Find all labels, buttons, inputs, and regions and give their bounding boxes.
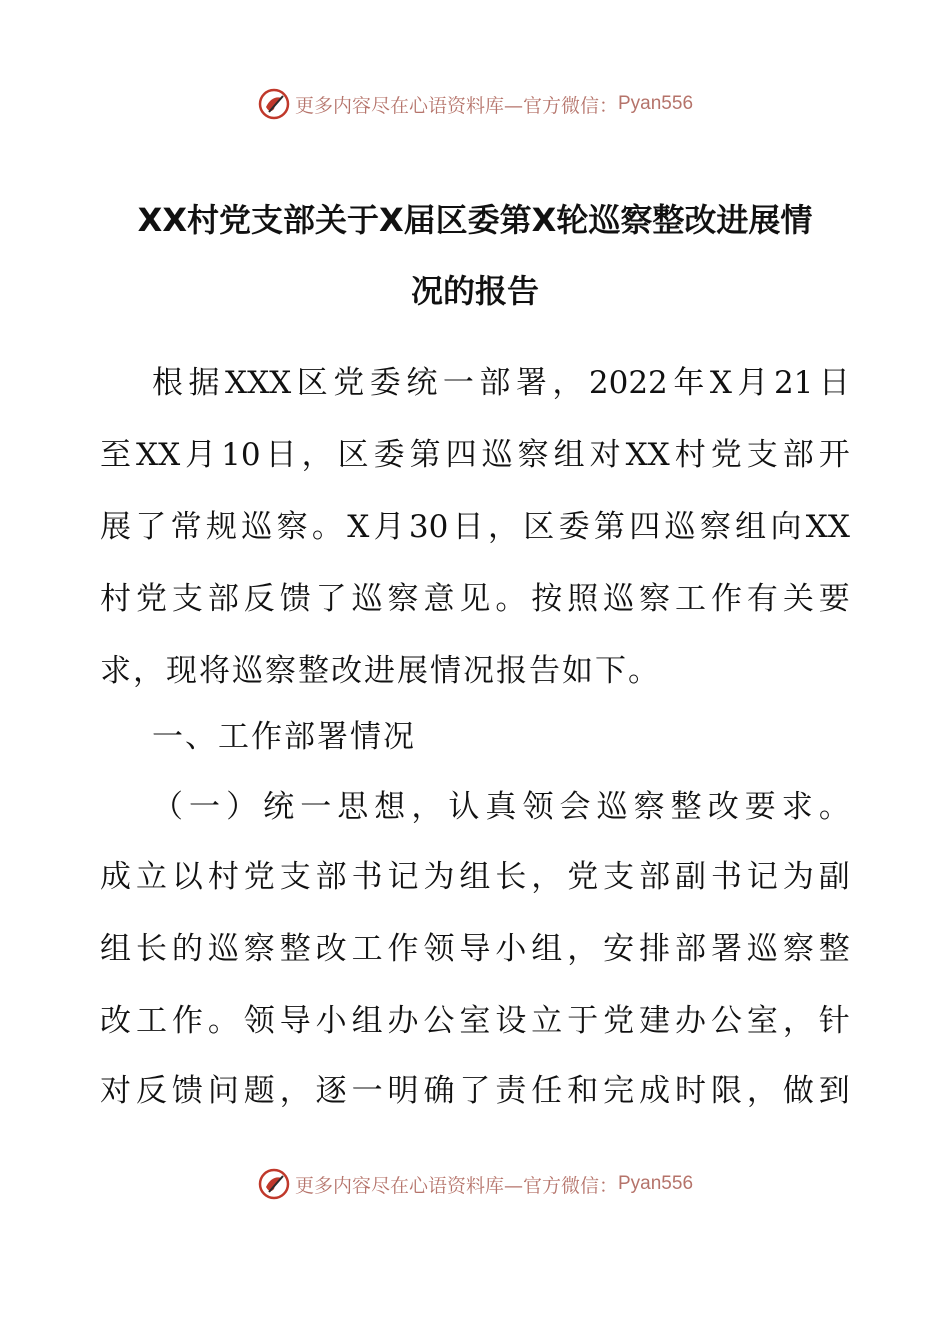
body-line-glyph: 部 xyxy=(207,581,239,617)
body-line-glyph: 巡 xyxy=(207,931,239,967)
body-line-glyph: 馈 xyxy=(279,581,311,617)
watermark-wechat-id: Pyan556 xyxy=(618,93,694,114)
body-line-glyph: 党 xyxy=(135,581,167,617)
body-line-glyph: 30 xyxy=(408,509,449,545)
body-line-glyph: 察 xyxy=(276,509,308,545)
body-line-glyph: 求 xyxy=(781,789,813,825)
watermark-logo-icon xyxy=(257,87,291,121)
body-line-glyph: 一 xyxy=(351,1073,383,1109)
body-line-glyph: 区 xyxy=(337,437,369,473)
body-line-glyph: 巡 xyxy=(746,931,778,967)
body-line-glyph: 作 xyxy=(171,1003,203,1039)
body-line-glyph: 了 xyxy=(135,509,167,545)
body-line-glyph: 完 xyxy=(603,1073,635,1109)
body-line-glyph: 做 xyxy=(782,1073,814,1109)
document-title-line-2: 况的报告 xyxy=(410,272,539,310)
body-line-glyph: 为 xyxy=(423,859,455,895)
body-line-glyph: 馈 xyxy=(171,1073,203,1109)
body-line-glyph: 区 xyxy=(296,365,328,401)
body-line-glyph: 建 xyxy=(639,1003,671,1039)
body-line-glyph: ， xyxy=(487,509,519,545)
body-line-glyph: 记 xyxy=(387,859,419,895)
body-line-glyph: 按 xyxy=(531,581,563,617)
body-line-glyph: 组 xyxy=(531,931,563,967)
body-line xyxy=(100,650,850,692)
body-line-glyph: 。 xyxy=(818,789,850,825)
body-line-glyph: 年 xyxy=(673,365,705,401)
body-line-glyph: 对 xyxy=(589,437,621,473)
body-line-glyph: 。 xyxy=(207,1003,239,1039)
body-line-glyph: 办 xyxy=(675,1003,706,1039)
body-line-glyph: 部 xyxy=(479,365,511,401)
body-line-glyph: 反 xyxy=(135,1073,167,1109)
body-line-glyph: 反 xyxy=(243,581,275,617)
body-line-glyph: 照 xyxy=(567,581,599,617)
body-line-glyph: ， xyxy=(301,437,333,473)
body-line-glyph: ） xyxy=(226,789,258,825)
watermark-text: 更多内容尽在心语资料库—官方微信： xyxy=(294,94,618,117)
body-line-glyph: 巡 xyxy=(481,437,513,473)
body-line-glyph: 导 xyxy=(459,931,491,967)
body-line-glyph: 署 xyxy=(710,931,742,967)
body-line-glyph: 四 xyxy=(629,509,661,545)
body-line-glyph: 察 xyxy=(782,931,814,967)
body-line-glyph: 展 xyxy=(100,509,131,545)
body-line-glyph: 安 xyxy=(603,931,635,967)
body-line-glyph: 整 xyxy=(279,931,311,967)
body-line-glyph: 书 xyxy=(710,859,742,895)
body-line-glyph: 工 xyxy=(675,581,706,617)
body-line-glyph: 办 xyxy=(387,1003,419,1039)
body-line-glyph: 工 xyxy=(351,931,383,967)
body-line-glyph: ， xyxy=(411,789,443,825)
body-line-glyph: 党 xyxy=(333,365,365,401)
body-line-glyph: 公 xyxy=(710,1003,742,1039)
body-line-glyph: 整 xyxy=(818,931,850,967)
body-line-glyph: 责 xyxy=(495,1073,527,1109)
body-line-glyph: 领 xyxy=(243,1003,275,1039)
body-line-glyph: 月 xyxy=(185,437,217,473)
body-line-glyph: 巡 xyxy=(603,581,635,617)
body-line-glyph: 察 xyxy=(243,931,275,967)
body-line-glyph: 室 xyxy=(746,1003,778,1039)
body-line-glyph: 组 xyxy=(100,931,131,967)
body-line-glyph: XX xyxy=(805,509,850,545)
body-line-glyph: 了 xyxy=(459,1073,491,1109)
body-line xyxy=(100,434,850,476)
body-line-glyph: 意 xyxy=(423,581,455,617)
body-line-glyph: 书 xyxy=(351,859,383,895)
body-line-glyph: 村 xyxy=(207,859,239,895)
body-line-glyph: 日 xyxy=(818,365,850,401)
document-title-line-1: XX村党支部关于X届区委第X轮巡察整改进展情 xyxy=(137,201,813,239)
body-line-glyph: 部 xyxy=(782,437,814,473)
body-line-glyph: 巡 xyxy=(664,509,696,545)
body-line-glyph: 作 xyxy=(710,581,742,617)
body-line-glyph: 时 xyxy=(675,1073,706,1109)
body-line-glyph: ， xyxy=(552,365,584,401)
body-line-glyph: 常 xyxy=(170,509,202,545)
body-line-glyph: 第 xyxy=(409,437,441,473)
watermark-logo-icon xyxy=(257,1167,291,1201)
body-line-glyph: 署 xyxy=(515,365,547,401)
body-line-glyph: 察 xyxy=(387,581,419,617)
body-line-glyph: ， xyxy=(567,931,599,967)
body-line-glyph: 四 xyxy=(445,437,477,473)
body-line-glyph: 部 xyxy=(639,859,671,895)
body-line-glyph: 对 xyxy=(100,1073,131,1109)
body-line-glyph: 区 xyxy=(523,509,555,545)
body-line-glyph: 日 xyxy=(452,509,484,545)
body-line-glyph: 关 xyxy=(782,581,814,617)
body-line-glyph: 领 xyxy=(423,931,455,967)
body-line-glyph: 月 xyxy=(737,365,769,401)
body-line-glyph: XX xyxy=(625,437,670,473)
watermark-banner-bottom xyxy=(0,1164,950,1204)
body-line-glyph: 月 xyxy=(373,509,405,545)
body-line-glyph: 支 xyxy=(746,437,778,473)
body-line-glyph: ， xyxy=(531,859,563,895)
body-line xyxy=(152,362,850,404)
body-line-glyph: 据 xyxy=(188,365,220,401)
body-line-glyph: 21 xyxy=(773,365,814,401)
body-line-glyph: 党 xyxy=(567,859,599,895)
body-line-glyph: 改 xyxy=(100,1003,131,1039)
body-line-glyph: 巡 xyxy=(241,509,273,545)
body-line-glyph: 工 xyxy=(135,1003,167,1039)
body-line-glyph: 排 xyxy=(639,931,671,967)
body-line-glyph: 问 xyxy=(207,1073,239,1109)
body-line-glyph: X xyxy=(347,509,370,545)
body-line-glyph: 到 xyxy=(818,1073,850,1109)
body-line-glyph: 一 xyxy=(300,789,332,825)
body-line-glyph: 组 xyxy=(351,1003,383,1039)
body-line-glyph: ， xyxy=(782,1003,814,1039)
body-line-glyph: 题 xyxy=(243,1073,275,1109)
body-line-glyph: 想 xyxy=(374,789,406,825)
body-line-glyph: 明 xyxy=(387,1073,419,1109)
subsection-heading xyxy=(152,786,850,828)
body-line-glyph: 于 xyxy=(567,1003,599,1039)
body-line-glyph: 委 xyxy=(369,365,401,401)
body-line-glyph: 确 xyxy=(423,1073,455,1109)
body-line-glyph: 统 xyxy=(263,789,295,825)
body-line-glyph: 一 xyxy=(442,365,474,401)
body-line-glyph: 的 xyxy=(171,931,203,967)
body-line-glyph: 部 xyxy=(315,859,347,895)
body-line-glyph: 逐 xyxy=(315,1073,347,1109)
body-line-glyph: 察 xyxy=(639,581,671,617)
body-line-glyph: 察 xyxy=(517,437,549,473)
body-line-glyph: 支 xyxy=(171,581,203,617)
body-line-glyph: 有 xyxy=(746,581,778,617)
body-line-glyph: （ xyxy=(152,789,183,825)
body-line-glyph: 作 xyxy=(387,931,419,967)
watermark-banner-top xyxy=(0,84,950,124)
body-line-glyph: ， xyxy=(746,1073,778,1109)
body-line-glyph: 日 xyxy=(265,437,297,473)
body-line-glyph: 副 xyxy=(818,859,850,895)
body-line-glyph: 针 xyxy=(818,1003,850,1039)
body-line-glyph: 立 xyxy=(531,1003,563,1039)
body-line-glyph: 记 xyxy=(746,859,778,895)
body-line xyxy=(100,928,850,970)
body-line-glyph: 副 xyxy=(675,859,706,895)
body-line-glyph: 委 xyxy=(373,437,405,473)
body-line-glyph: 支 xyxy=(279,859,311,895)
body-line-glyph: 以 xyxy=(171,859,203,895)
body-line xyxy=(100,1070,850,1112)
body-line-glyph: 要 xyxy=(818,581,850,617)
body-line-glyph: 长 xyxy=(495,859,527,895)
body-line-glyph: 思 xyxy=(337,789,369,825)
body-line-glyph: 公 xyxy=(423,1003,455,1039)
body-line-glyph: 限 xyxy=(710,1073,742,1109)
body-line-glyph: 要 xyxy=(744,789,776,825)
body-line-glyph: 任 xyxy=(531,1073,563,1109)
body-line-glyph: 小 xyxy=(315,1003,347,1039)
body-line-glyph: 室 xyxy=(459,1003,491,1039)
watermark-text: 更多内容尽在心语资料库—官方微信： xyxy=(294,1174,618,1197)
body-line-glyph: 组 xyxy=(553,437,585,473)
body-line-glyph: 整 xyxy=(670,789,702,825)
body-line-glyph: 统 xyxy=(406,365,438,401)
body-line xyxy=(100,1000,850,1042)
body-line-glyph: ， xyxy=(279,1073,311,1109)
body-line-glyph: 委 xyxy=(558,509,590,545)
body-line-glyph: 向 xyxy=(770,509,802,545)
body-line-glyph: 和 xyxy=(567,1073,599,1109)
body-line-glyph: 10 xyxy=(221,437,261,473)
body-line-glyph: 党 xyxy=(243,859,275,895)
body-line-glyph: 根 xyxy=(152,365,183,401)
body-line-glyph: 设 xyxy=(495,1003,527,1039)
body-line-glyph: 开 xyxy=(818,437,850,473)
body-line-glyph: 立 xyxy=(135,859,167,895)
body-line-glyph: 认 xyxy=(448,789,480,825)
body-line-glyph: 巡 xyxy=(596,789,628,825)
body-line-glyph: 。 xyxy=(495,581,527,617)
body-line-glyph: 部 xyxy=(675,931,706,967)
body-line-glyph: 2022 xyxy=(588,365,668,401)
body-line-glyph: XXX xyxy=(225,365,292,401)
body-line xyxy=(100,856,850,898)
body-line-glyph: 领 xyxy=(522,789,554,825)
body-line-glyph: 一 xyxy=(189,789,221,825)
body-line-glyph: 。 xyxy=(311,509,343,545)
body-line-glyph: 导 xyxy=(279,1003,311,1039)
body-line-text: 求，现将巡察整改进展情况报告如下。 xyxy=(100,653,661,689)
body-line-glyph: 党 xyxy=(603,1003,635,1039)
body-line-glyph: 真 xyxy=(485,789,517,825)
body-line-glyph: 成 xyxy=(639,1073,671,1109)
body-line-glyph: 组 xyxy=(735,509,767,545)
body-line-glyph: 支 xyxy=(603,859,635,895)
body-line-glyph: 巡 xyxy=(351,581,383,617)
body-line-glyph: 了 xyxy=(315,581,347,617)
body-line-glyph: 成 xyxy=(100,859,131,895)
body-line-glyph: 党 xyxy=(710,437,742,473)
body-line-text: 一、工作部署情况 xyxy=(152,719,416,755)
body-line-glyph: 村 xyxy=(100,581,131,617)
body-line-glyph: 第 xyxy=(593,509,625,545)
body-line-glyph: 规 xyxy=(205,509,237,545)
body-line-glyph: 小 xyxy=(495,931,527,967)
body-line-glyph: XX xyxy=(136,437,181,473)
body-line-glyph: 察 xyxy=(699,509,731,545)
body-line xyxy=(100,506,850,548)
body-line-glyph: 改 xyxy=(315,931,347,967)
body-line-glyph: 见 xyxy=(459,581,491,617)
watermark-wechat-id: Pyan556 xyxy=(618,1173,694,1194)
body-line-glyph: 会 xyxy=(559,789,591,825)
body-line-glyph: 至 xyxy=(100,437,131,473)
body-line-glyph: 长 xyxy=(135,931,167,967)
body-line-glyph: 组 xyxy=(459,859,491,895)
body-line-glyph: 为 xyxy=(782,859,814,895)
body-line-glyph: X xyxy=(709,365,732,401)
body-line xyxy=(100,578,850,620)
body-line-glyph: 村 xyxy=(674,437,706,473)
section-heading xyxy=(152,716,850,758)
body-line-glyph: 察 xyxy=(633,789,665,825)
body-line-glyph: 改 xyxy=(707,789,739,825)
